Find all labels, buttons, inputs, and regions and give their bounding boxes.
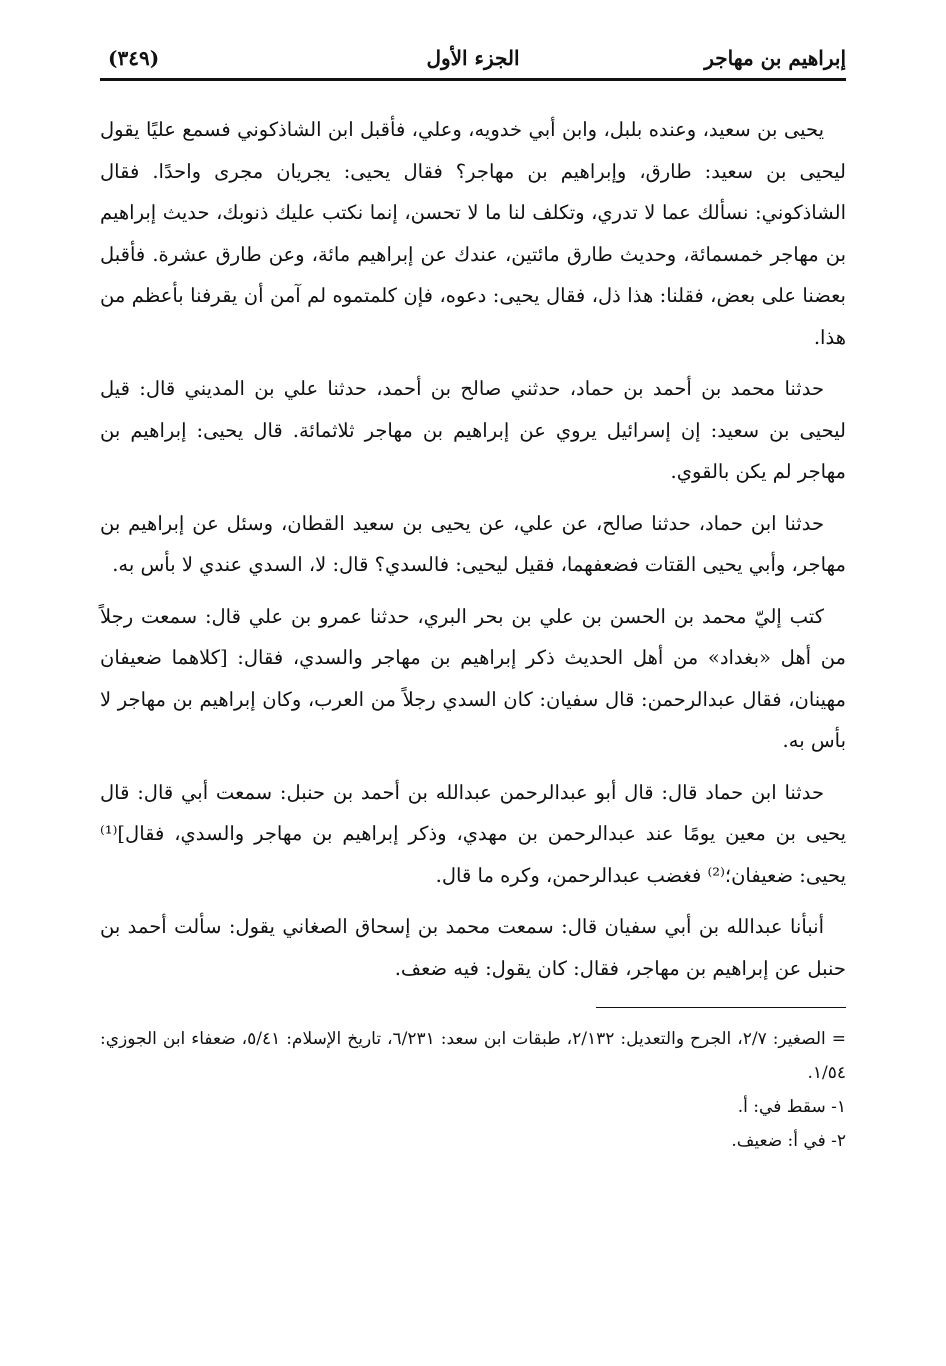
footnotes <box>100 1022 846 1158</box>
footnote-divider <box>596 1007 846 1008</box>
page-header <box>100 38 846 81</box>
running-title-center: الجزء الأول <box>426 46 520 70</box>
footnote-continuation: = الصغير: ٢/٧، الجرح والتعديل: ٢/١٣٢، طبقات ابن سعد: ٦/٢٣١، تاريخ الإسلام: ٥/٤١، ضعفاء ابن الجوزي: ١/٥٤. <box>100 1029 846 1083</box>
paragraph-1: يحيى بن سعيد، وعنده بلبل، وابن أبي خدويه، وعلي، فأقبل ابن الشاذكوني فسمع عليًا يقول ليحيى بن سعيد: طارق، وإبراهيم بن مهاجر؟ فقال يحيى: يجريان مجرى واحدًا. فقال الشاذكوني: نسألك عما لا تدري، وتكلف لنا ما لا تحسن، إنما نكتب عليك ذنوبك، حديث إبراهيم بن مهاجر خمسمائة، وحديث طارق مائتين، عندك عن إبراهيم مائة، وعن طارق عشرة. فأقبل بعضنا على بعض، فقلنا: هذا ذل، فقال يحيى: دعوه، فإن كلمتموه لم آمن أن يقرفنا بأعظم من هذا. <box>100 118 846 349</box>
running-title-right: إبراهيم بن مهاجر <box>704 46 846 70</box>
paragraph-5: حدثنا ابن حماد قال: قال أبو عبدالرحمن عبدالله بن أحمد بن حنبل: سمعت أبي قال: قال يحيى بن معين يومًا عند عبدالرحمن بن مهدي، وذكر إبراهيم بن مهاجر والسدي، فقال]⁽¹⁾ يحيى: ضعيفان؛⁽²⁾ فغضب عبدالرحمن، وكره ما قال. <box>100 780 846 887</box>
main-text <box>100 109 846 989</box>
paragraph-6: أنبأنا عبدالله بن أبي سفيان قال: سمعت محمد بن إسحاق الصغاني يقول: سألت أحمد بن حنبل عن إبراهيم بن مهاجر، فقال: كان يقول: فيه ضعف. <box>100 915 846 980</box>
paragraph-2: حدثنا محمد بن أحمد بن حماد، حدثني صالح بن أحمد، حدثنا علي بن المديني قال: قيل ليحيى بن سعيد: إن إسرائيل يروي عن إبراهيم بن مهاجر ثلاثمائة. قال يحيى: إبراهيم بن مهاجر لم يكن بالقوي. <box>100 377 846 483</box>
footnote-1: ١- سقط في: أ. <box>737 1097 846 1117</box>
paragraph-4: كتب إليّ محمد بن الحسن بن علي بن بحر البري، حدثنا عمرو بن علي قال: سمعت رجلاً من أهل «بغداد» من أهل الحديث ذكر إبراهيم بن مهاجر والسدي، فقال: [كلاهما ضعيفان مهينان، فقال عبدالرحمن: قال سفيان: كان السدي رجلاً من العرب، وكان إبراهيم بن مهاجر لا بأس به. <box>100 604 846 752</box>
paragraph-3: حدثنا ابن حماد، حدثنا صالح، عن علي، عن يحيى بن سعيد القطان، وسئل عن إبراهيم بن مهاجر، وأبي يحيى القتات فضعفهما، فقيل ليحيى: فالسدي؟ قال: لا، السدي عندي لا بأس به. <box>100 511 846 576</box>
page-number: (٣٤٩) <box>108 46 160 70</box>
book-page <box>100 38 846 1326</box>
footnote-2: ٢- في أ: ضعيف. <box>731 1131 846 1151</box>
